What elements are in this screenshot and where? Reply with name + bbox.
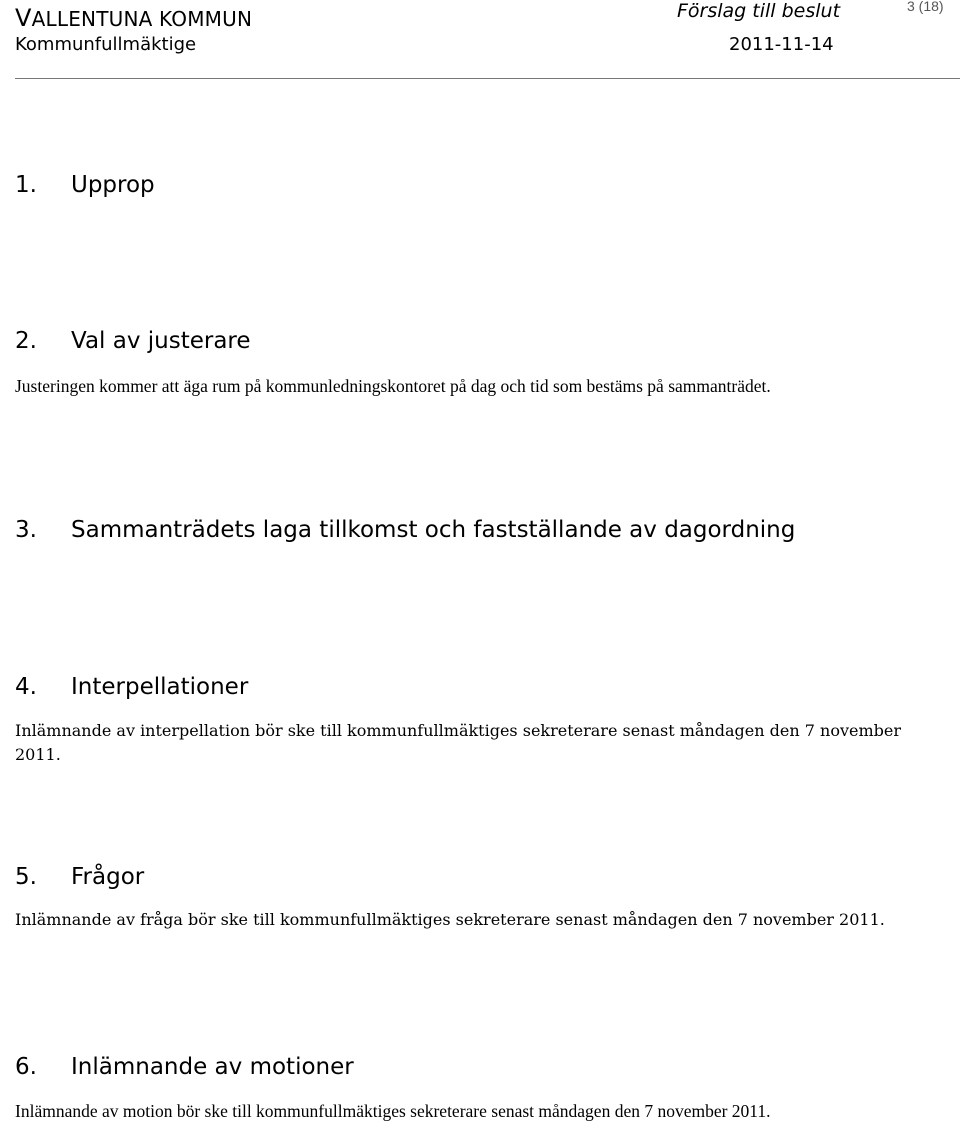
section-heading-5 <box>15 864 144 890</box>
section-heading-3 <box>15 517 795 543</box>
page-number: 3 (18) <box>907 0 944 14</box>
section-title: Inlämnande av motioner <box>71 1054 354 1080</box>
organization-name-initial: V <box>15 4 32 32</box>
section-title: Frågor <box>71 864 145 890</box>
section-body-6: Inlämnande av motion bör ske till kommunfullmäktiges sekreterare senast måndagen den 7 november 2011. <box>15 1101 771 1121</box>
section-heading-2 <box>15 328 251 354</box>
section-number: 4. <box>15 674 37 700</box>
document-status: Förslag till beslut <box>677 0 841 22</box>
section-number: 3. <box>15 517 37 543</box>
section-heading-4 <box>15 674 248 700</box>
section-body-5: Inlämnande av fråga bör ske till kommunfullmäktiges sekreterare senast måndagen den 7 november 2011. <box>15 910 885 929</box>
organization-name <box>15 4 252 32</box>
committee-name: Kommunfullmäktige <box>15 34 197 55</box>
section-body-4: Inlämnande av interpellation bör ske till kommunfullmäktiges sekreterare senast måndagen den 7 november 2011. <box>15 721 901 764</box>
section-number: 1. <box>15 172 37 198</box>
section-body-2: Justeringen kommer att äga rum på kommunledningskontoret på dag och tid som bestäms på sammanträdet. <box>15 376 771 396</box>
section-heading-1 <box>15 172 155 198</box>
section-title: Interpellationer <box>71 674 249 700</box>
section-number: 2. <box>15 328 37 354</box>
section-number: 6. <box>15 1054 37 1080</box>
organization-name-rest: ALLENTUNA KOMMUN <box>31 7 253 31</box>
document-date: 2011-11-14 <box>729 34 834 55</box>
page-header <box>0 0 960 80</box>
section-heading-6 <box>15 1054 354 1080</box>
section-title: Sammanträdets laga tillkomst och fastställande av dagordning <box>71 517 796 543</box>
section-title: Upprop <box>71 172 155 198</box>
section-number: 5. <box>15 864 37 890</box>
header-divider <box>15 78 960 79</box>
section-title: Val av justerare <box>71 328 251 354</box>
